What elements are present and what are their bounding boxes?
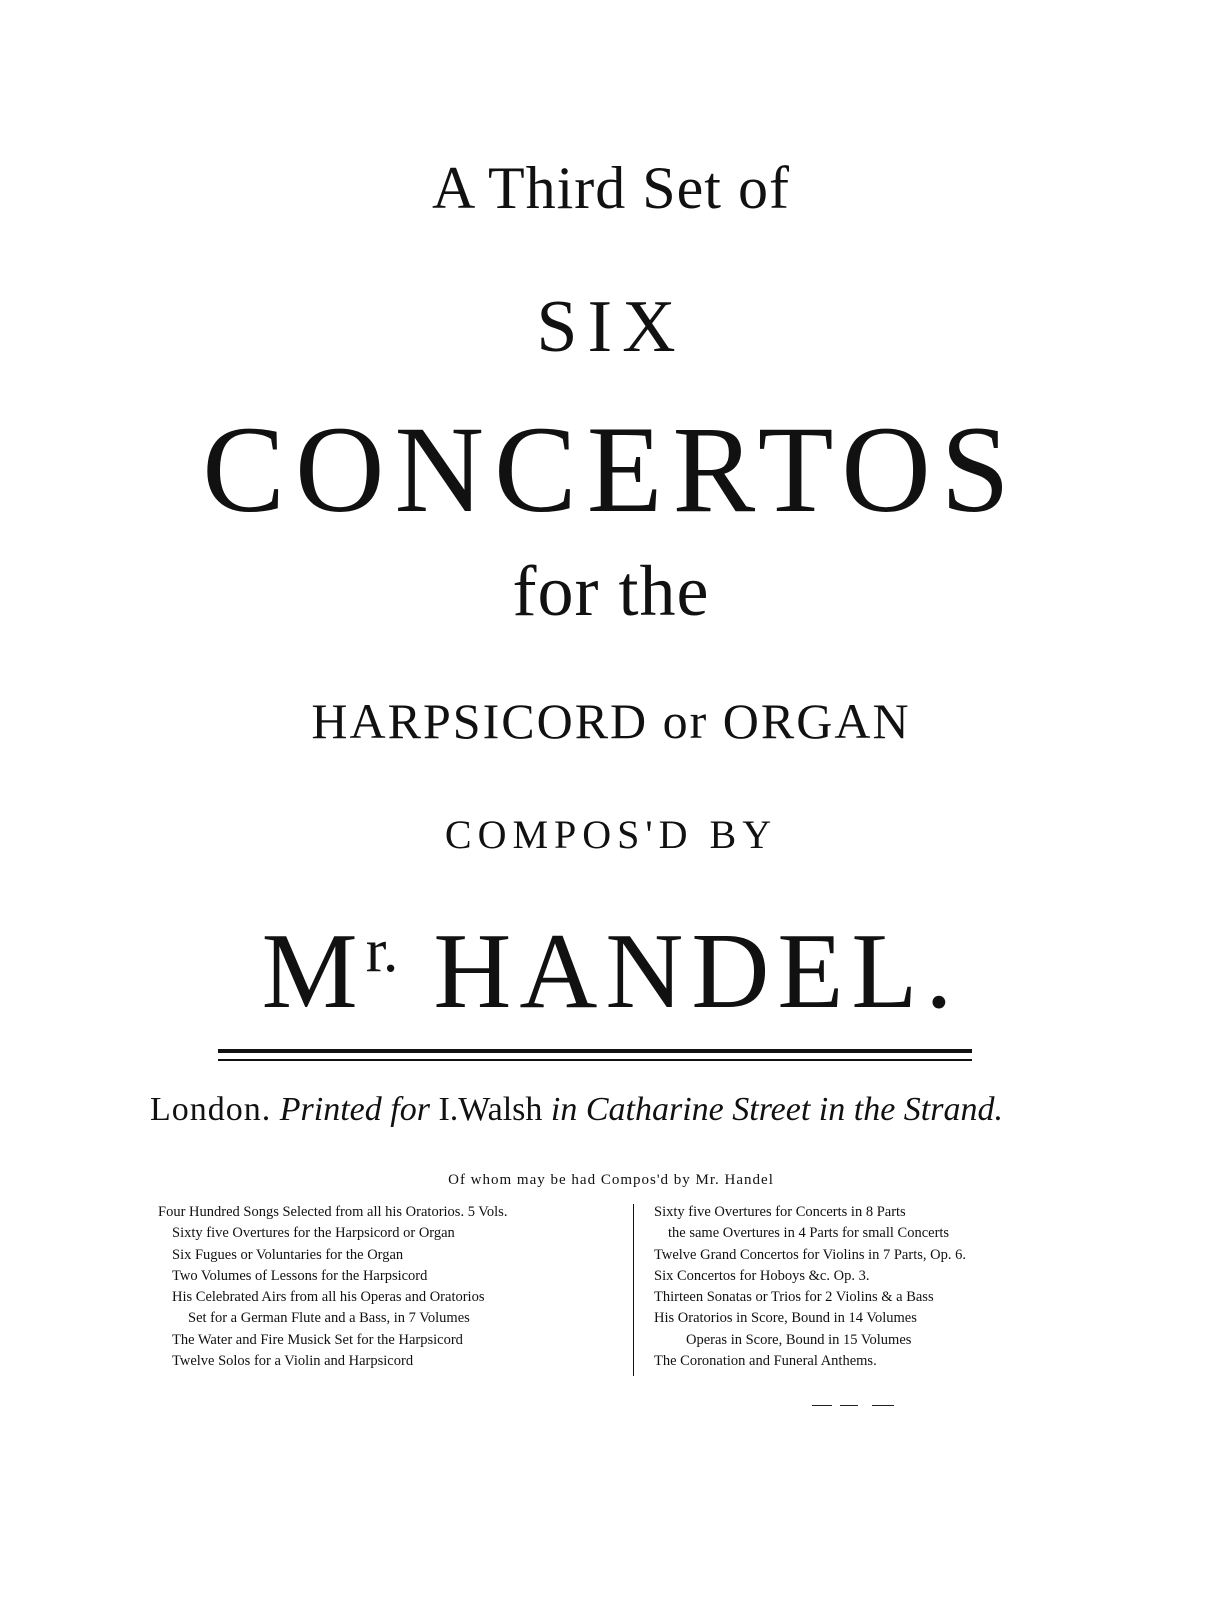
catalogue-item: His Oratorios in Score, Bound in 14 Volumes	[654, 1310, 917, 1327]
imprint-printer: I.Walsh	[438, 1091, 543, 1128]
catalogue-item: Sixty five Overtures for the Harpsicord or Organ	[172, 1225, 455, 1242]
catalogue-heading: Of whom may be had Compos'd by Mr. Handel	[448, 1172, 774, 1188]
catalogue-item: Six Concertos for Hoboys &c. Op. 3.	[654, 1267, 870, 1284]
title-line-instruments: HARPSICORD or ORGAN	[311, 693, 911, 749]
composer-prefix: M	[261, 912, 366, 1031]
column-divider	[633, 1204, 634, 1376]
closing-ornament	[812, 1405, 894, 1408]
title-line-a-third-set-of: A Third Set of	[432, 155, 790, 221]
divider-rule-thin	[218, 1059, 972, 1061]
catalogue-item: Twelve Solos for a Violin and Harpsicord	[172, 1353, 414, 1370]
catalogue-item: Operas in Score, Bound in 15 Volumes	[686, 1331, 912, 1348]
imprint-line	[150, 1093, 1070, 1127]
imprint-printed-for: Printed for	[279, 1091, 430, 1128]
title-line-for-the: for the	[512, 551, 710, 631]
catalogue-item: Thirteen Sonatas or Trios for 2 Violins & a Bass	[654, 1289, 934, 1306]
catalogue-item: Four Hundred Songs Selected from all his Oratorios. 5 Vols.	[158, 1204, 508, 1220]
composer-surname: HANDEL.	[433, 912, 961, 1031]
catalogue-item: The Water and Fire Musick Set for the Harpsicord	[172, 1331, 463, 1348]
catalogue-item: Sixty five Overtures for Concerts in 8 Parts	[654, 1204, 906, 1220]
title-line-composed-by: COMPOS'D BY	[444, 812, 778, 857]
imprint-city: London.	[150, 1091, 272, 1128]
catalogue-item: The Coronation and Funeral Anthems.	[654, 1353, 877, 1370]
title-line-six: SIX	[536, 286, 686, 368]
composer-superscript: r.	[365, 917, 399, 985]
composer-name	[0, 912, 1222, 1031]
catalogue-right-column	[654, 1202, 1074, 1372]
catalogue-item: Twelve Grand Concertos for Violins in 7 Parts, Op. 6.	[654, 1246, 966, 1263]
catalogue-item: the same Overtures in 4 Parts for small Concerts	[668, 1225, 950, 1242]
catalogue-item: Set for a German Flute and a Bass, in 7 Volumes	[188, 1310, 470, 1327]
divider-rule-thick	[218, 1049, 972, 1053]
title-line-concertos: CONCERTOS	[202, 401, 1020, 538]
catalogue-item: Two Volumes of Lessons for the Harpsicord	[172, 1267, 428, 1284]
catalogue-item: His Celebrated Airs from all his Operas and Oratorios	[172, 1289, 485, 1306]
catalogue-item: Six Fugues or Voluntaries for the Organ	[172, 1246, 404, 1263]
catalogue-left-column	[158, 1202, 618, 1372]
imprint-address: in Catharine Street in the Strand.	[550, 1091, 1003, 1128]
